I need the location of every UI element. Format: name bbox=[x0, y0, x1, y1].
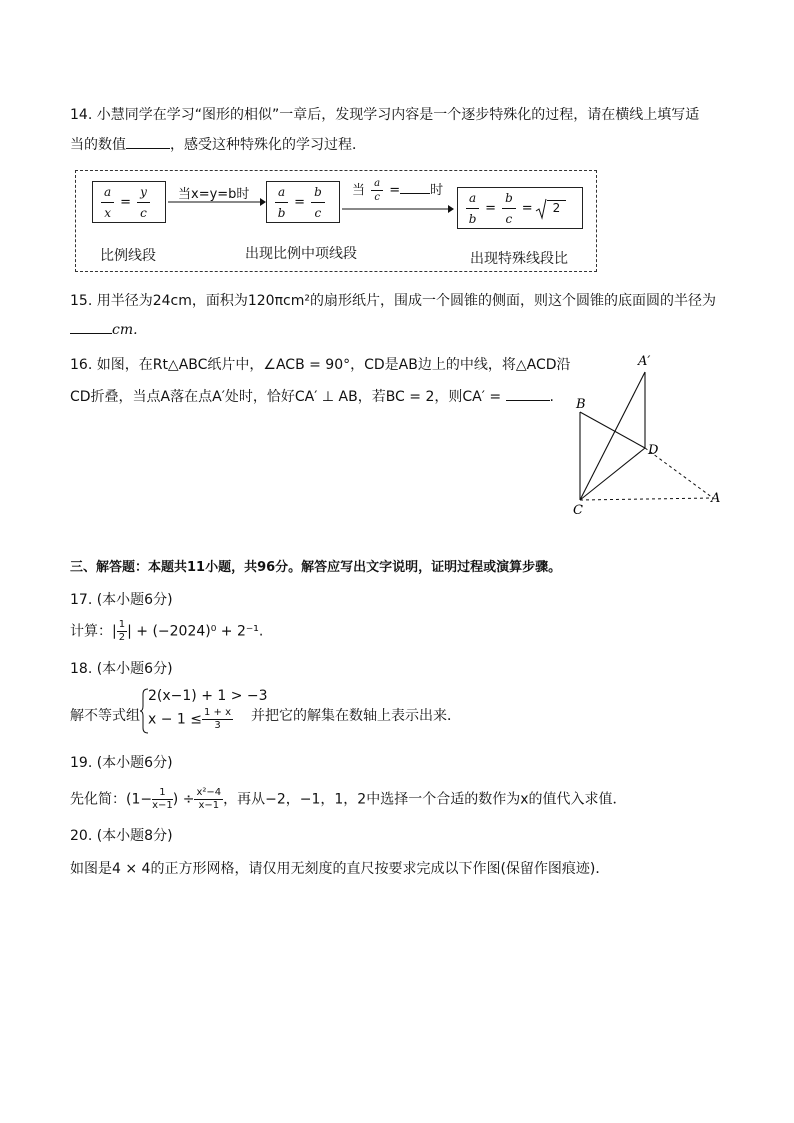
box1-y: y bbox=[137, 185, 150, 203]
q19-prefix: 先化简：(1− bbox=[70, 791, 153, 808]
box2-label: 出现比例中项线段 bbox=[245, 246, 357, 262]
label-A: A bbox=[711, 491, 721, 506]
q17-rest: | + (−2024)⁰ + 2⁻¹. bbox=[127, 623, 264, 640]
q15-line1: 15. 用半径为24cm，面积为120πcm²的扇形纸片，围成一个圆锥的侧面，则这个圆锥的底面圆的半径为 bbox=[70, 293, 716, 309]
box2-eq: = bbox=[294, 195, 306, 210]
q14-line2 bbox=[70, 134, 366, 154]
q16-line2b: . bbox=[549, 389, 554, 405]
arrow2-label bbox=[352, 178, 443, 203]
arrow2-eq: = bbox=[389, 183, 401, 198]
arrow2 bbox=[342, 203, 454, 215]
q20-head: 20. (本小题8分) bbox=[70, 828, 173, 844]
q14-line1: 14. 小慧同学在学习“图形的相似”一章后，发现学习内容是一个逐步特殊化的过程，请在横线上填写适 bbox=[70, 107, 700, 123]
segment-CAprime bbox=[580, 372, 645, 500]
q18-suffix: 并把它的解集在数轴上表示出来． bbox=[251, 708, 461, 724]
q19-mid: ) ÷ bbox=[172, 791, 195, 808]
arrow2-den: c bbox=[374, 192, 380, 203]
q19-expr bbox=[70, 788, 626, 811]
box2-a: a bbox=[275, 185, 288, 203]
answer-blank bbox=[126, 148, 170, 149]
q14-box3 bbox=[457, 187, 583, 229]
box2-b1: b bbox=[277, 206, 286, 220]
q17-head: 17. (本小题6分) bbox=[70, 592, 173, 608]
q17-expr bbox=[70, 620, 263, 643]
box1-x: x bbox=[104, 206, 111, 220]
box3-label: 出现特殊线段比 bbox=[470, 251, 568, 267]
answer-blank bbox=[506, 400, 550, 401]
q14-line2a: 当的数值 bbox=[70, 137, 126, 153]
box3-b2: b bbox=[502, 191, 516, 209]
q17-den: 2 bbox=[118, 632, 126, 643]
sqrt-symbol bbox=[535, 198, 567, 220]
box1-label: 比例线段 bbox=[100, 248, 156, 264]
section3-heading: 三、解答题：本题共11小题，共96分。解答应写出文字说明，证明过程或演算步骤。 bbox=[70, 560, 562, 575]
segment-BD bbox=[580, 412, 645, 448]
q16-line2a: CD折叠，当点A落在点A′处时，恰好CA′ ⊥ AB，若BC = 2，则CA′ = bbox=[70, 389, 502, 405]
q19-suffix: ，再从−2，−1，1，2中选择一个合适的数作为x的值代入求值． bbox=[223, 791, 627, 808]
q19-head: 19. (本小题6分) bbox=[70, 755, 173, 771]
q14-box1 bbox=[92, 181, 166, 223]
answer-blank bbox=[70, 333, 112, 334]
q19-f1n: 1 bbox=[152, 788, 173, 800]
label-D: D bbox=[648, 443, 659, 458]
arrow2-prefix: 当 bbox=[352, 183, 366, 198]
q18-ineq1: 2(x−1) + 1 > −3 bbox=[148, 688, 268, 704]
q16-line1: 16. 如图，在Rt△ABC纸片中，∠ACB = 90°，CD是AB边上的中线，将△ACD沿 bbox=[70, 357, 571, 373]
q18-prefix: 解不等式组 bbox=[70, 708, 140, 724]
box1-c: c bbox=[140, 206, 147, 220]
arrow2-num: a bbox=[371, 178, 383, 191]
segment-CD bbox=[580, 448, 645, 500]
q18-head: 18. (本小题6分) bbox=[70, 661, 173, 677]
q14-line2b: ，感受这种特殊化的学习过程． bbox=[170, 137, 366, 153]
box1-a: a bbox=[101, 185, 114, 203]
box3-eq2: = bbox=[521, 201, 533, 216]
q16-line2 bbox=[70, 386, 554, 406]
box3-a: a bbox=[466, 191, 479, 209]
q18-den: 3 bbox=[214, 720, 221, 731]
box2-c: c bbox=[314, 206, 322, 220]
q19-f1d: x−1 bbox=[152, 800, 173, 811]
q19-f2d: x−1 bbox=[198, 800, 220, 811]
segment-CA-dashed bbox=[580, 498, 713, 500]
q14-box2 bbox=[266, 181, 340, 223]
q20-line: 如图是4 × 4的正方形网格，请仅用无刻度的直尺按要求完成以下作图(保留作图痕迹)． bbox=[70, 861, 610, 877]
box2-b2: b bbox=[311, 185, 325, 203]
box3-c: c bbox=[505, 212, 513, 226]
q18-ineq2a: x − 1 ≤ bbox=[148, 711, 203, 728]
label-B: B bbox=[576, 397, 586, 412]
arrow2-blank bbox=[400, 193, 430, 194]
q17-num: 1 bbox=[118, 619, 126, 630]
arrow1-label: 当x=y=b时 bbox=[178, 187, 250, 202]
label-Aprime: A′ bbox=[638, 354, 651, 369]
sqrt-value: 2 bbox=[547, 200, 567, 215]
box1-eq: = bbox=[120, 195, 132, 210]
q19-f2n: x²−4 bbox=[196, 787, 222, 798]
q15-line2 bbox=[70, 322, 138, 338]
q16-geometry-figure bbox=[565, 350, 735, 520]
label-C: C bbox=[573, 503, 583, 518]
arrow1 bbox=[168, 196, 266, 208]
q15-unit: cm. bbox=[112, 322, 138, 338]
arrow2-suffix: 时 bbox=[430, 183, 444, 198]
box3-eq1: = bbox=[485, 201, 497, 216]
box3-b1: b bbox=[468, 212, 477, 226]
q18-ineq2 bbox=[148, 708, 233, 731]
q17-prefix: 计算：| bbox=[70, 623, 117, 640]
q18-num: 1 + x bbox=[204, 707, 232, 718]
